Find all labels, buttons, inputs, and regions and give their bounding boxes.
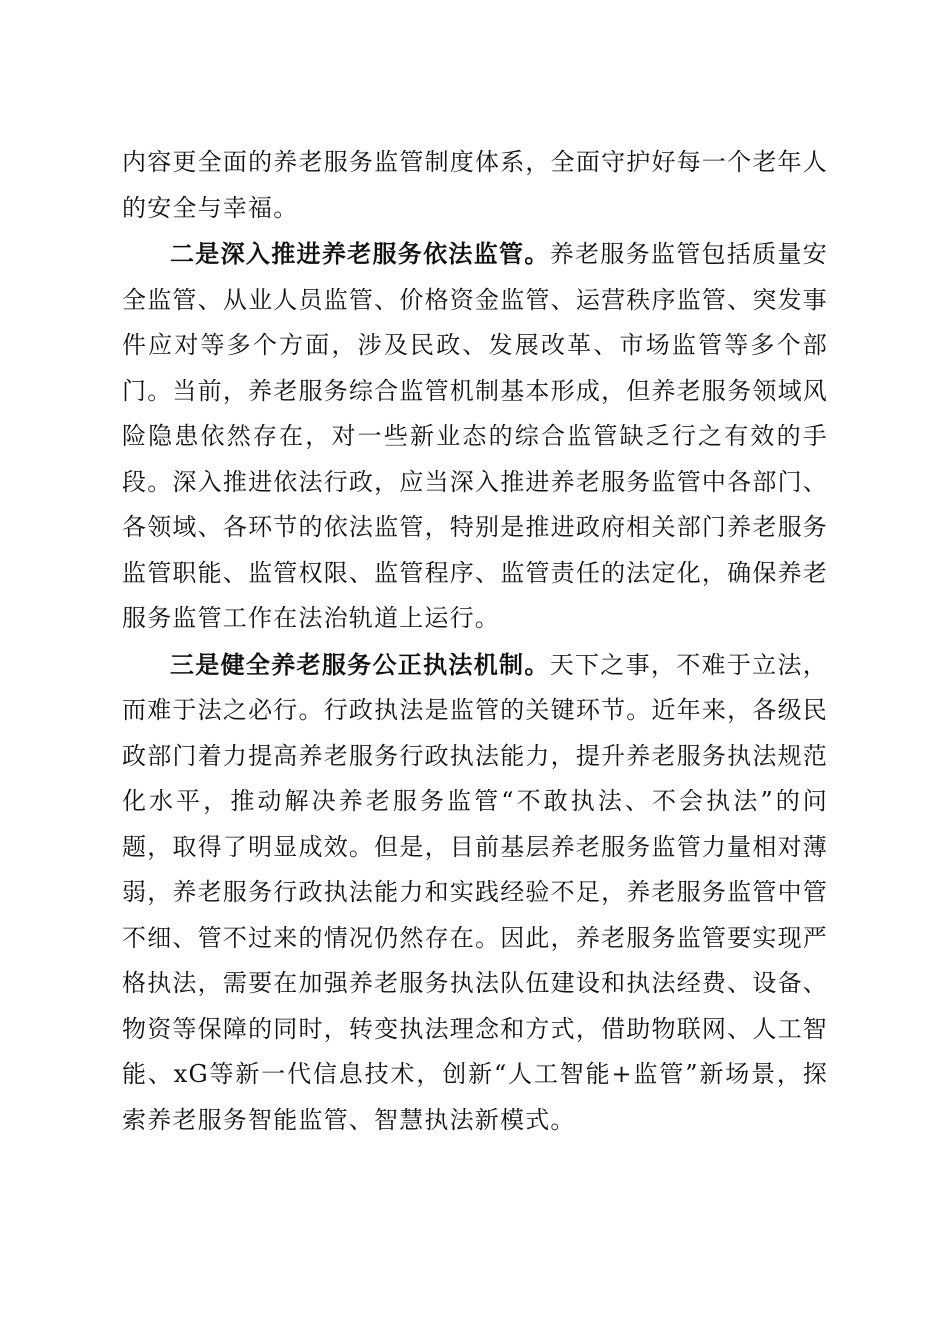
paragraph-2-heading: 二是深入推进养老服务依法监管。 bbox=[170, 239, 550, 268]
document-body bbox=[122, 140, 828, 1143]
paragraph-2 bbox=[122, 231, 828, 642]
paragraph-3-heading: 三是健全养老服务公正执法机制。 bbox=[170, 649, 550, 679]
paragraph-3 bbox=[122, 642, 828, 1144]
paragraph-1-text: 内容更全面的养老服务监管制度体系，全面守护好每一个老年人的安全与幸福。 bbox=[122, 148, 828, 222]
paragraph-3-text: 天下之事，不难于立法，而难于法之必行。行政执法是监管的关键环节。近年来，各级民政部门着力提高养老服务行政执法能力，提升养老服务执法规范化水平，推动解决养老服务监管“不敢执法、不会执法”的问题，取得了明显成效。但是，目前基层养老服务监管力量相对薄弱，养老服务行政执法能力和实践经验不足，养老服务监管中管不细、管不过来的情况仍然存在。因此，养老服务监管要实现严格执法，需要在加强养老服务执法队伍建设和执法经费、设备、物资等保障的同时，转变执法理念和方式，借助物联网、人工智能、xG等新一代信息技术，创新“人工智能+监管”新场景，探索养老服务智能监管、智慧执法新模式。 bbox=[122, 650, 829, 1134]
paragraph-1 bbox=[122, 140, 828, 231]
paragraph-2-text: 养老服务监管包括质量安全监管、从业人员监管、价格资金监管、运营秩序监管、突发事件应对等多个方面，涉及民政、发展改革、市场监管等多个部门。当前，养老服务综合监管机制基本形成，但养老服务领域风险隐患依然存在，对一些新业态的综合监管缺乏行之有效的手段。深入推进依法行政，应当深入推进养老服务监管中各部门、各领域、各环节的依法监管，特别是推进政府相关部门养老服务监管职能、监管权限、监管程序、监管责任的法定化，确保养老服务监管工作在法治轨道上运行。 bbox=[122, 240, 829, 632]
